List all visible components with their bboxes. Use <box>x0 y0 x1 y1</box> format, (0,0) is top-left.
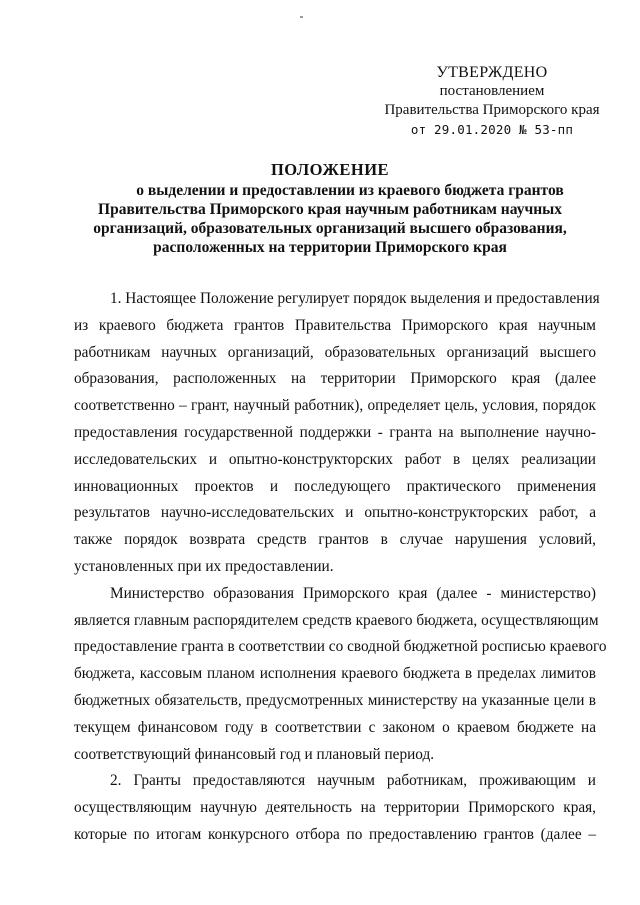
text-line: бюджета, кассовым планом исполнения краевого бюджета в пределах лимитов <box>74 665 596 683</box>
paragraph-1 <box>74 286 600 581</box>
text-line: инновационных проектов и последующего практического применения <box>74 477 596 495</box>
text-line: которые по итогам конкурсного отбора по предоставлению грантов (далее – <box>74 825 596 843</box>
paragraph-3 <box>74 768 596 848</box>
text-line: из краевого бюджета грантов Правительства Приморского края научным <box>74 316 596 334</box>
text-line: исследовательских и опытно-конструкторских работ в целях реализации <box>74 450 596 468</box>
text-line: результатов научно-исследовательских и опытно-конструкторских работ, а <box>74 504 596 522</box>
text-line: текущем финансовом году в соответствии с законом о краевом бюджете на <box>74 718 596 736</box>
approval-authority: Правительства Приморского края <box>384 102 600 118</box>
text-line: соответственно – грант, научный работник), определяет цель, условия, порядок <box>74 397 596 415</box>
text-line: образования, расположенных на территории Приморского края (далее <box>74 370 596 388</box>
title-subtitle-line: организаций, образовательных организаций высшего образования, <box>93 220 567 237</box>
document-title <box>70 160 590 257</box>
scan-mark <box>300 16 303 18</box>
approval-stamp <box>372 63 612 139</box>
title-subtitle-line: расположенных на территории Приморского края <box>153 239 507 256</box>
text-line: бюджетных обязательств, предусмотренных министерству на указанные цели в <box>74 691 596 709</box>
title-subtitle-line: о выделении и предоставлении из краевого бюджета грантов <box>136 182 564 199</box>
text-line: работникам научных организаций, образовательных организаций высшего <box>74 343 596 361</box>
text-line: соответствующий финансовый год и плановый период. <box>74 745 435 763</box>
title-heading: ПОЛОЖЕНИЕ <box>270 160 390 179</box>
text-line: установленных при их предоставлении. <box>74 557 334 575</box>
approval-by: постановлением <box>439 83 545 99</box>
title-subtitle-line: Правительства Приморского края научным работникам научных <box>98 201 562 218</box>
text-line: предоставления государственной поддержки - гранта на выполнение научно- <box>74 423 596 441</box>
document-body <box>74 286 607 849</box>
text-line: предоставление гранта в соответствии со сводной бюджетной росписью краевого <box>74 638 607 656</box>
text-line: Министерство образования Приморского края (далее - министерство) <box>110 584 596 602</box>
text-line: также порядок возврата средств грантов в случае нарушения условий, <box>74 531 596 549</box>
approval-date-number: от 29.01.2020 № 53-пп <box>410 122 574 137</box>
text-line: осуществляющим научную деятельность на территории Приморского края, <box>74 799 596 817</box>
paragraph-2 <box>74 581 607 769</box>
text-line: является главным распорядителем средств краевого бюджета, осуществляющим <box>74 611 599 629</box>
text-line: 2. Гранты предоставляются научным работникам, проживающим и <box>110 772 596 790</box>
text-line: 1. Настоящее Положение регулирует порядок выделения и предоставления <box>110 290 600 307</box>
approval-status: УТВЕРЖДЕНО <box>436 64 548 81</box>
